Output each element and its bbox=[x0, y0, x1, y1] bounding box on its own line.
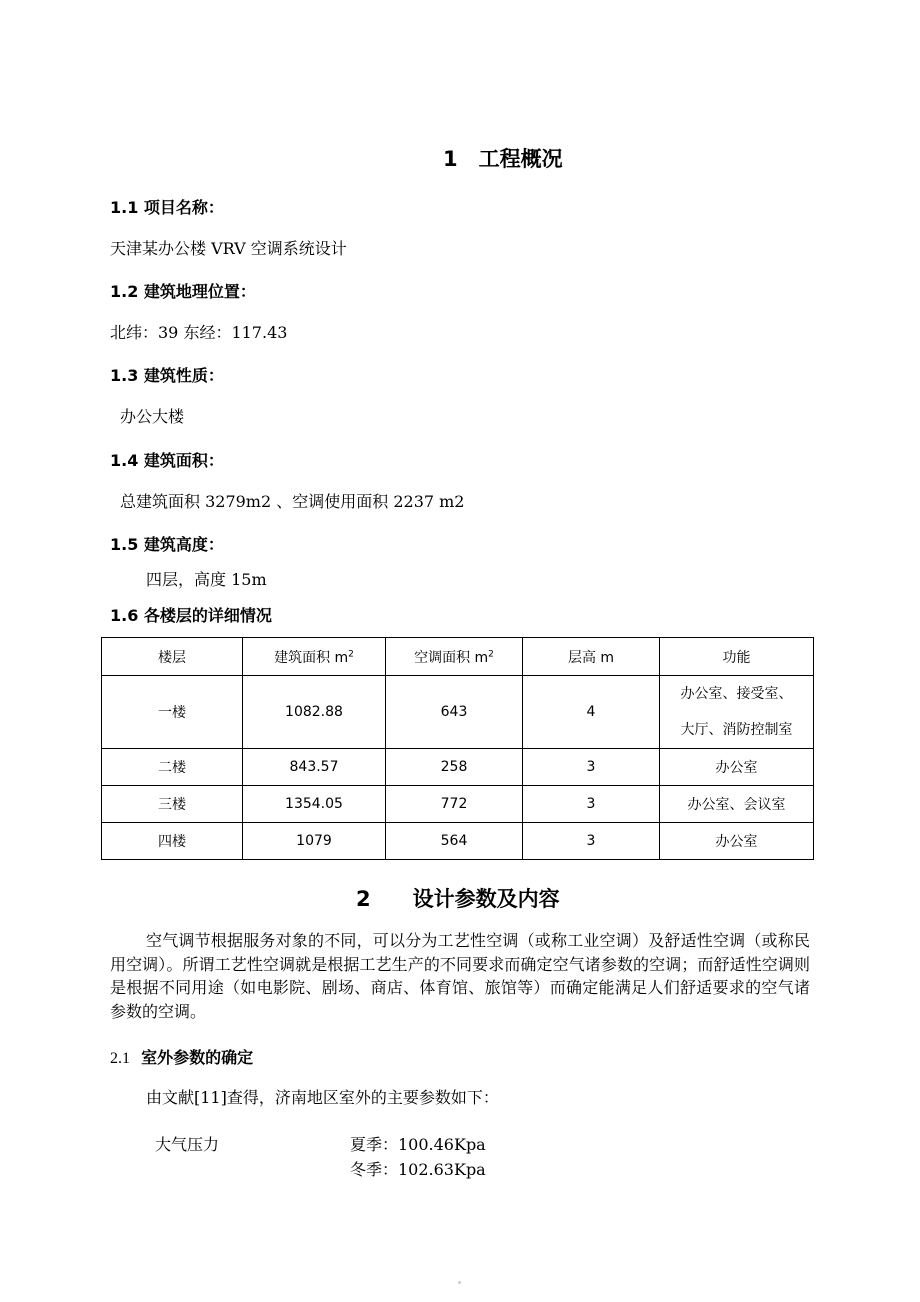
table-row bbox=[102, 786, 814, 823]
heading-2-1: 2.1 室外参数的确定 bbox=[110, 1048, 254, 1067]
cell-ac-area: 258 bbox=[386, 749, 523, 786]
cell-function: 办公室、接受室、 大厅、消防控制室 bbox=[660, 676, 814, 749]
cell-function: 办公室 bbox=[660, 823, 814, 860]
heading-1-3: 1.3 建筑性质： bbox=[110, 366, 224, 385]
cell-building-area: 1354.05 bbox=[243, 786, 386, 823]
building-height-text: 四层，高度 15m bbox=[146, 570, 267, 589]
pressure-label: 大气压力 bbox=[155, 1135, 220, 1154]
header-building-area: 建筑面积 $m^2$ bbox=[243, 638, 386, 676]
cell-floor: 一楼 bbox=[102, 676, 243, 749]
project-name-text: 天津某办公楼 VRV 空调系统设计 bbox=[110, 239, 347, 258]
table-row bbox=[102, 749, 814, 786]
cell-floor: 三楼 bbox=[102, 786, 243, 823]
header-floor-height: 层高 m bbox=[523, 638, 660, 676]
cell-building-area: 843.57 bbox=[243, 749, 386, 786]
heading-1-1: 1.1 项目名称： bbox=[110, 198, 224, 217]
section-2-title: 2 设计参数及内容 bbox=[356, 887, 560, 911]
source-line: 由文献[11]查得，济南地区室外的主要参数如下： bbox=[146, 1088, 499, 1107]
cell-floor-height: 3 bbox=[523, 823, 660, 860]
summer-pressure: 夏季：100.46Kpa bbox=[350, 1135, 486, 1154]
cell-floor: 四楼 bbox=[102, 823, 243, 860]
table-row bbox=[102, 676, 814, 749]
table-row bbox=[102, 823, 814, 860]
header-function: 功能 bbox=[660, 638, 814, 676]
cell-floor-height: 3 bbox=[523, 749, 660, 786]
cell-floor-height: 4 bbox=[523, 676, 660, 749]
winter-pressure: 冬季：102.63Kpa bbox=[350, 1160, 486, 1179]
section-1-title: 1 工程概况 bbox=[443, 147, 563, 171]
cell-function: 办公室、会议室 bbox=[660, 786, 814, 823]
header-ac-area: 空调面积 $m^2$ bbox=[386, 638, 523, 676]
header-floor: 楼层 bbox=[102, 638, 243, 676]
cell-ac-area: 643 bbox=[386, 676, 523, 749]
cell-building-area: 1082.88 bbox=[243, 676, 386, 749]
cell-building-area: 1079 bbox=[243, 823, 386, 860]
page-dot bbox=[458, 1281, 461, 1284]
location-text: 北纬：39 东经：117.43 bbox=[110, 323, 288, 342]
cell-floor: 二楼 bbox=[102, 749, 243, 786]
building-nature-text: 办公大楼 bbox=[120, 407, 185, 426]
table-header-row bbox=[102, 638, 814, 676]
heading-1-5: 1.5 建筑高度： bbox=[110, 535, 224, 554]
floor-details-table bbox=[101, 637, 814, 860]
heading-1-2: 1.2 建筑地理位置： bbox=[110, 282, 256, 301]
heading-1-6: 1.6 各楼层的详细情况 bbox=[110, 606, 272, 625]
cell-ac-area: 564 bbox=[386, 823, 523, 860]
building-area-text: 总建筑面积 3279m2 、空调使用面积 2237 m2 bbox=[120, 492, 465, 511]
cell-floor-height: 3 bbox=[523, 786, 660, 823]
heading-1-4: 1.4 建筑面积： bbox=[110, 451, 224, 470]
cell-function: 办公室 bbox=[660, 749, 814, 786]
intro-paragraph: 空气调节根据服务对象的不同，可以分为工艺性空调（或称工业空调）及舒适性空调（或称民用空调）。所谓工艺性空调就是根据工艺生产的不同要求而确定空气诸参数的空调；而舒适性空调则是根据不同用途（如电影院、剧场、商店、体育馆、旅馆等）而确定能满足人们舒适要求的空气诸参数的空调。 bbox=[110, 931, 810, 1021]
cell-ac-area: 772 bbox=[386, 786, 523, 823]
